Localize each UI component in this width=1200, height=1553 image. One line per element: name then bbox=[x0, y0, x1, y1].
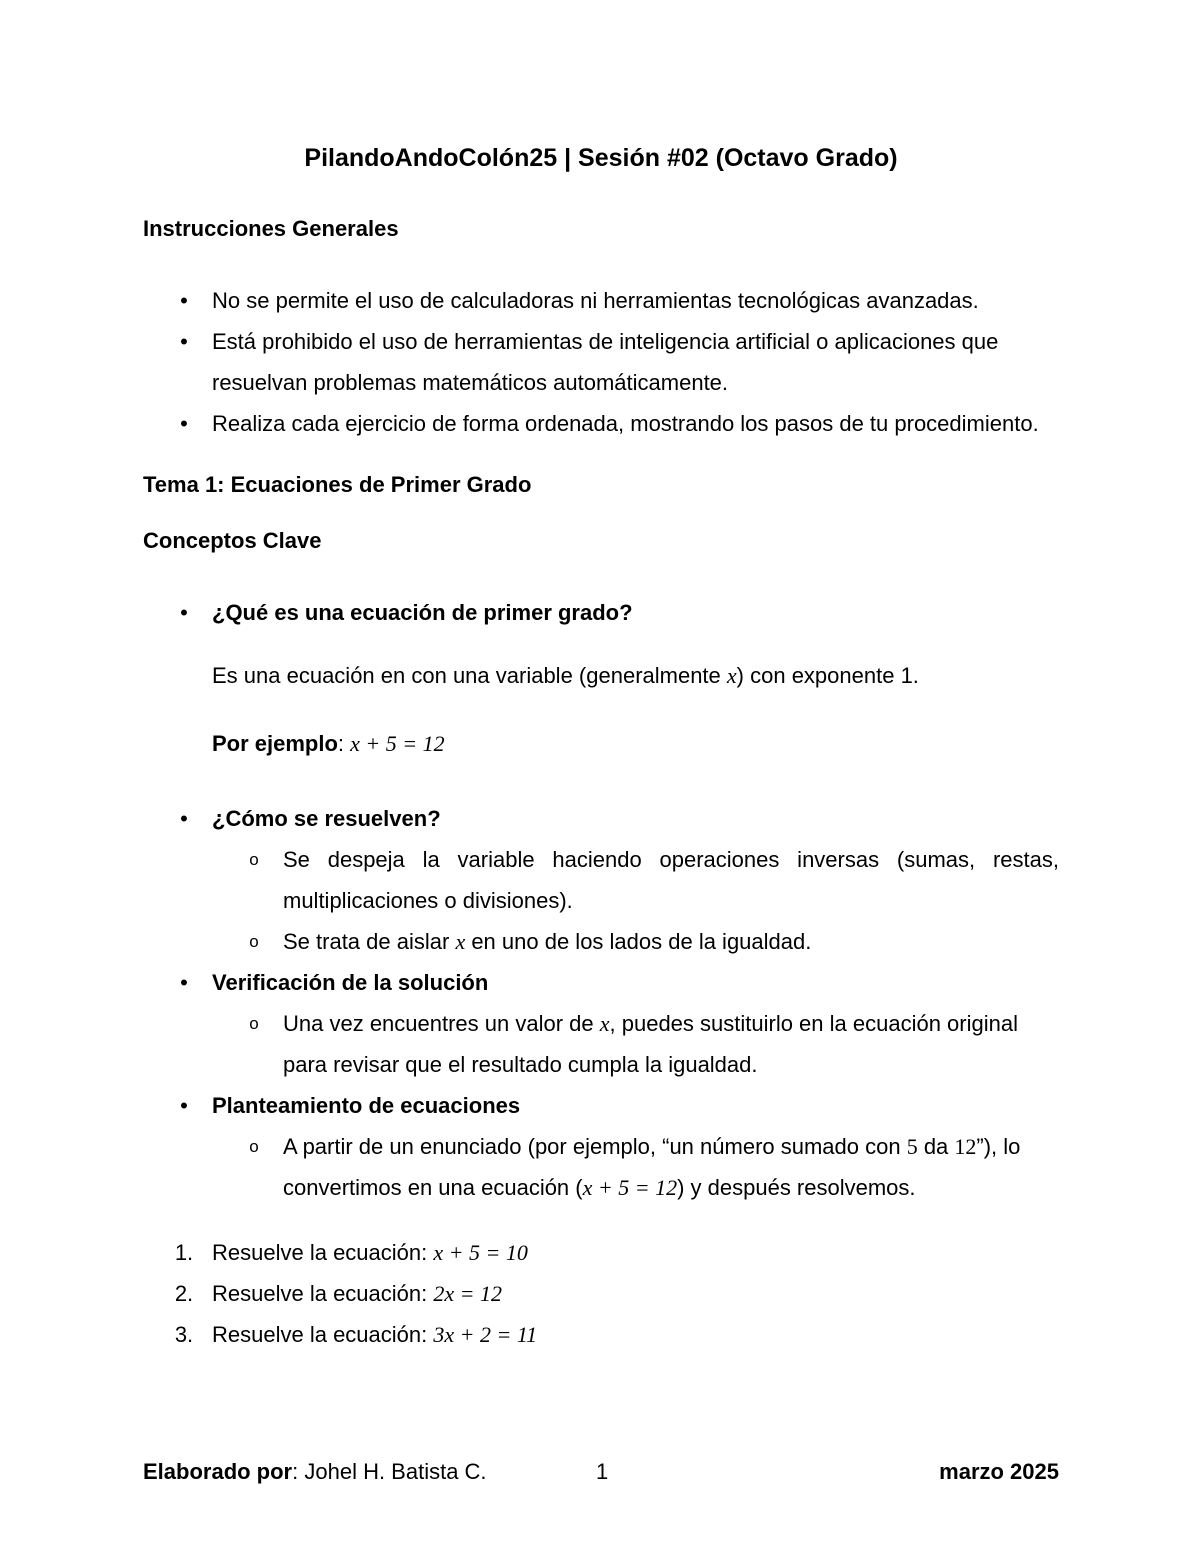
concept-subitem: o A partir de un enunciado (por ejemplo, “un número sumado con 5 da 12”), lo convertimos en una ecuación (x + 5 = 12) y después resolvemos. bbox=[143, 1126, 1059, 1208]
instruction-item: • Realiza cada ejercicio de forma ordenada, mostrando los pasos de tu procedimiento. bbox=[143, 403, 1059, 444]
concept-title: Verificación de la solución bbox=[212, 970, 489, 995]
concept-sublist bbox=[143, 1003, 1059, 1085]
concept-title: Planteamiento de ecuaciones bbox=[212, 1093, 521, 1118]
instructions-list bbox=[143, 280, 1059, 444]
definition-text: Es una ecuación en con una variable (generalmente x) con exponente 1. bbox=[212, 663, 919, 688]
topic-heading: Tema 1: Ecuaciones de Primer Grado bbox=[143, 472, 532, 497]
bullet-icon: • bbox=[180, 1093, 188, 1118]
exercise-item: 2. Resuelve la ecuación: 2x = 12 bbox=[143, 1273, 1059, 1314]
bullet-icon: • bbox=[180, 288, 188, 313]
exercise-number: 1. bbox=[174, 1240, 194, 1265]
example-equation: x + 5 = 12 bbox=[350, 731, 445, 756]
bullet-icon: • bbox=[180, 970, 188, 995]
circle-bullet-icon: o bbox=[249, 1014, 259, 1033]
page-content bbox=[143, 138, 1059, 1355]
concepts-list-2 bbox=[143, 798, 1059, 1208]
circle-bullet-icon: o bbox=[249, 1137, 259, 1156]
page-number: 1 bbox=[596, 1459, 609, 1484]
concepts-heading: Conceptos Clave bbox=[143, 528, 322, 553]
concept-item bbox=[143, 798, 1059, 962]
concept-item bbox=[143, 1085, 1059, 1208]
instructions-heading: Instrucciones Generales bbox=[143, 216, 399, 241]
variable-x: x bbox=[726, 663, 737, 688]
concept-item bbox=[143, 592, 1059, 633]
exercise-number: 3. bbox=[174, 1322, 194, 1347]
footer-author: Elaborado por: Johel H. Batista C. bbox=[143, 1459, 487, 1484]
footer-date: marzo 2025 bbox=[939, 1459, 1059, 1484]
bullet-icon: • bbox=[180, 329, 188, 354]
exercise-number: 2. bbox=[174, 1281, 194, 1306]
instruction-item: • No se permite el uso de calculadoras ni herramientas tecnológicas avanzadas. bbox=[143, 280, 1059, 321]
exercise-item: 1. Resuelve la ecuación: x + 5 = 10 bbox=[143, 1232, 1059, 1273]
bullet-icon: • bbox=[180, 411, 188, 436]
circle-bullet-icon: o bbox=[249, 932, 259, 951]
exercise-equation: 2x = 12 bbox=[433, 1281, 502, 1306]
example-text: Por ejemplo: x + 5 = 12 bbox=[212, 731, 445, 756]
concept-sublist bbox=[143, 1126, 1059, 1208]
concepts-list bbox=[143, 592, 1059, 633]
concept-subitem: o Una vez encuentres un valor de x, puedes sustituirlo en la ecuación original para revisar que el resultado cumpla la igualdad. bbox=[143, 1003, 1059, 1085]
page-footer bbox=[143, 1457, 1059, 1487]
exercise-equation: x + 5 = 10 bbox=[433, 1240, 528, 1265]
bullet-icon: • bbox=[180, 806, 188, 831]
exercises-list bbox=[143, 1232, 1059, 1355]
concept-subitem: o Se despeja la variable haciendo operaciones inversas (sumas, restas, multiplicaciones o divisiones). bbox=[143, 839, 1059, 921]
circle-bullet-icon: o bbox=[249, 850, 259, 869]
concept-item bbox=[143, 962, 1059, 1085]
exercise-item: 3. Resuelve la ecuación: 3x + 2 = 11 bbox=[143, 1314, 1059, 1355]
bullet-icon: • bbox=[180, 600, 188, 625]
concept-title: ¿Cómo se resuelven? bbox=[212, 806, 441, 831]
instruction-item: • Está prohibido el uso de herramientas de inteligencia artificial o aplicaciones que resuelvan problemas matemáticos automáticamente. bbox=[143, 321, 1059, 403]
concept-subitem: o Se trata de aislar x en uno de los lados de la igualdad. bbox=[143, 921, 1059, 962]
exercise-equation: 3x + 2 = 11 bbox=[433, 1322, 538, 1347]
page-title: PilandoAndoColón25 | Sesión #02 (Octavo Grado) bbox=[304, 144, 898, 172]
concept-sublist bbox=[143, 839, 1059, 962]
concept-title: ¿Qué es una ecuación de primer grado? bbox=[212, 600, 633, 625]
